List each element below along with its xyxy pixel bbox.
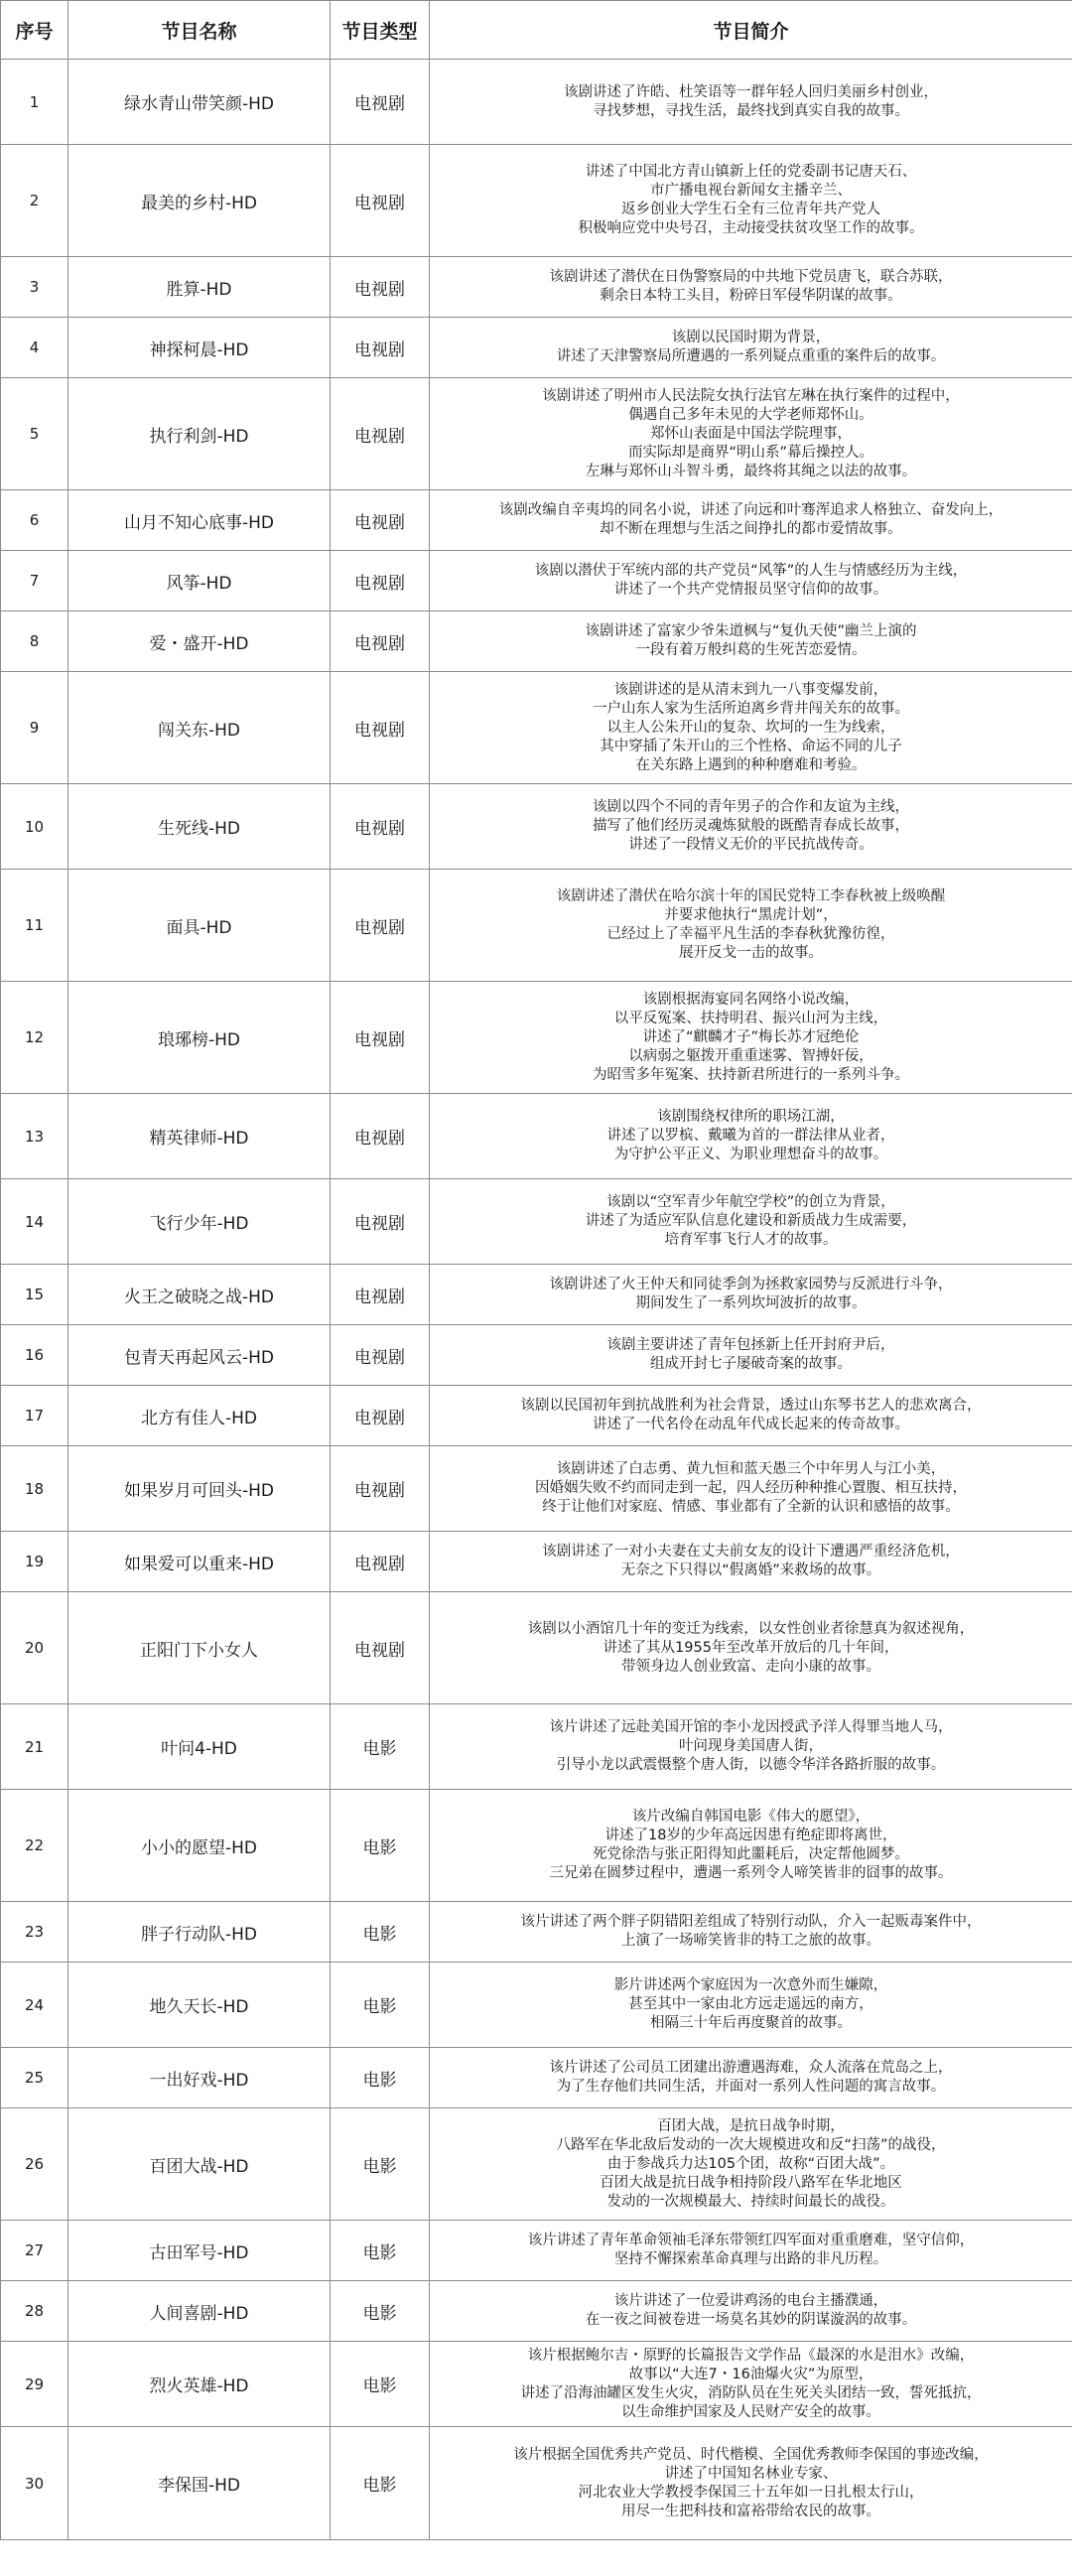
program-type: 电视剧	[331, 1532, 430, 1592]
table-row	[1, 672, 1072, 784]
program-name: 烈火英雄-HD	[68, 2342, 331, 2427]
table-row	[1, 2342, 1072, 2427]
program-name: 包青天再起风云-HD	[68, 1325, 331, 1386]
row-index: 27	[1, 2221, 68, 2281]
program-description: 该片根据鲍尔吉・原野的长篇报告文学作品《最深的水是泪水》改编， 故事以“大连7・16油爆火灾”为原型， 讲述了沿海油罐区发生火灾，消防队员在生死关头团结一致，誓死抵抗， 以生命维护国家及人民财产安全的故事。	[430, 2342, 1072, 2427]
table-row	[1, 2427, 1072, 2540]
table-row	[1, 378, 1072, 490]
table-row	[1, 318, 1072, 378]
program-description: 讲述了中国北方青山镇新上任的党委副书记唐天石、 市广播电视台新闻女主播辛兰、 返乡创业大学生石全有三位青年共产党人 积极响应党中央号召，主动接受扶贫攻坚工作的故事。	[430, 145, 1072, 257]
program-type: 电视剧	[331, 1386, 430, 1446]
program-type: 电影	[331, 1902, 430, 1963]
program-type: 电视剧	[331, 611, 430, 672]
table-row	[1, 1963, 1072, 2048]
row-index: 11	[1, 870, 68, 982]
program-name: 风筝-HD	[68, 551, 331, 611]
program-description: 该剧讲述的是从清末到九一八事变爆发前， 一户山东人家为生活所迫离乡背井闯关东的故事。 以主人公朱开山的复杂、坎坷的一生为线索， 其中穿插了朱开山的三个性格、命运不同的儿子 在关东路上遇到的种种磨难和考验。	[430, 672, 1072, 784]
row-index: 1	[1, 60, 68, 145]
table-row	[1, 1325, 1072, 1386]
program-description: 该剧根据海宴同名网络小说改编， 以平反冤案、扶持明君、振兴山河为主线， 讲述了“麒麟才子”梅长苏才冠绝伦 以病弱之躯拨开重重迷雾、智搏奸佞， 为昭雪多年冤案、扶持新君所进行的一系列斗争。	[430, 982, 1072, 1094]
program-description: 该剧围绕权律所的职场江湖， 讲述了以罗槟、戴曦为首的一群法律从业者， 为守护公平正义、为职业理想奋斗的故事。	[430, 1094, 1072, 1179]
program-type: 电视剧	[331, 1265, 430, 1325]
program-description: 该剧讲述了一对小夫妻在丈夫前女友的设计下遭遇严重经济危机， 无奈之下只得以“假离婚”来救场的故事。	[430, 1532, 1072, 1592]
program-type: 电视剧	[331, 784, 430, 870]
program-type: 电视剧	[331, 145, 430, 257]
row-index: 14	[1, 1179, 68, 1265]
program-description: 该剧以“空军青少年航空学校”的创立为背景， 讲述了为适应军队信息化建设和新质战力生成需要， 培育军事飞行人才的故事。	[430, 1179, 1072, 1265]
program-description: 该剧讲述了白志勇、黄九恒和蓝天愚三个中年男人与江小美， 因婚姻失败不约而同走到一起，四人经历种种推心置腹、相互扶持， 终于让他们对家庭、情感、事业都有了全新的认识和感悟的故事。	[430, 1446, 1072, 1532]
row-index: 22	[1, 1790, 68, 1902]
table-row	[1, 870, 1072, 982]
row-index: 21	[1, 1704, 68, 1790]
table-row	[1, 2281, 1072, 2342]
row-index: 10	[1, 784, 68, 870]
program-type: 电视剧	[331, 1325, 430, 1386]
row-index: 4	[1, 318, 68, 378]
program-description: 该片根据全国优秀共产党员、时代楷模、全国优秀教师李保国的事迹改编， 讲述了中国知名林业专家、 河北农业大学教授李保国三十五年如一日扎根太行山， 用尽一生把科技和富裕带给农民的故事。	[430, 2427, 1072, 2540]
header-row	[1, 1, 1072, 60]
program-description: 该片讲述了公司员工团建出游遭遇海难，众人流落在荒岛之上， 为了生存他们共同生活，并面对一系列人性问题的寓言故事。	[430, 2048, 1072, 2108]
row-index: 19	[1, 1532, 68, 1592]
program-type: 电影	[331, 2342, 430, 2427]
table-row	[1, 1790, 1072, 1902]
program-type: 电影	[331, 2108, 430, 2221]
program-name: 神探柯晨-HD	[68, 318, 331, 378]
program-type: 电视剧	[331, 672, 430, 784]
row-index: 23	[1, 1902, 68, 1963]
row-index: 26	[1, 2108, 68, 2221]
program-description: 该剧以民国时期为背景， 讲述了天津警察局所遭遇的一系列疑点重重的案件后的故事。	[430, 318, 1072, 378]
table-row	[1, 551, 1072, 611]
program-type: 电视剧	[331, 1179, 430, 1265]
program-name: 如果爱可以重来-HD	[68, 1532, 331, 1592]
program-type: 电视剧	[331, 870, 430, 982]
program-type: 电视剧	[331, 1592, 430, 1704]
row-index: 15	[1, 1265, 68, 1325]
row-index: 12	[1, 982, 68, 1094]
row-index: 20	[1, 1592, 68, 1704]
program-name: 正阳门下小女人	[68, 1592, 331, 1704]
row-index: 7	[1, 551, 68, 611]
program-name: 古田军号-HD	[68, 2221, 331, 2281]
program-type: 电视剧	[331, 1446, 430, 1532]
program-type: 电影	[331, 1790, 430, 1902]
table-row	[1, 1902, 1072, 1963]
table-row	[1, 611, 1072, 672]
program-name: 火王之破晓之战-HD	[68, 1265, 331, 1325]
row-index: 2	[1, 145, 68, 257]
row-index: 28	[1, 2281, 68, 2342]
program-description: 该片讲述了一位爱讲鸡汤的电台主播濮通， 在一夜之间被卷进一场莫名其妙的阴谋漩涡的故事。	[430, 2281, 1072, 2342]
row-index: 25	[1, 2048, 68, 2108]
program-description: 该剧讲述了明州市人民法院女执行法官左琳在执行案件的过程中， 偶遇自己多年未见的大学老师郑怀山。 郑怀山表面是中国法学院理事， 而实际却是商界“明山系”幕后操控人。 左琳与郑怀山斗智斗勇，最终将其绳之以法的故事。	[430, 378, 1072, 490]
program-name: 面具-HD	[68, 870, 331, 982]
program-description: 该剧讲述了潜伏在哈尔滨十年的国民党特工李春秋被上级唤醒 并要求他执行“黑虎计划”， 已经过上了幸福平凡生活的李春秋犹豫彷徨， 展开反戈一击的故事。	[430, 870, 1072, 982]
program-description: 该剧以四个不同的青年男子的合作和友谊为主线， 描写了他们经历灵魂炼狱般的既酷青春成长故事， 讲述了一段情义无价的平民抗战传奇。	[430, 784, 1072, 870]
program-description: 影片讲述两个家庭因为一次意外而生嫌隙， 甚至其中一家由北方远走遥远的南方， 相隔三十年后再度聚首的故事。	[430, 1963, 1072, 2048]
program-name: 叶问4-HD	[68, 1704, 331, 1790]
table-row	[1, 784, 1072, 870]
program-type: 电视剧	[331, 60, 430, 145]
program-type: 电影	[331, 2281, 430, 2342]
program-name: 北方有佳人-HD	[68, 1386, 331, 1446]
program-description: 该剧改编自辛夷坞的同名小说，讲述了向远和叶骞浑追求人格独立、奋发向上， 却不断在理想与生活之间挣扎的都市爱情故事。	[430, 490, 1072, 551]
program-name: 李保国-HD	[68, 2427, 331, 2540]
program-name: 琅琊榜-HD	[68, 982, 331, 1094]
table-row	[1, 1094, 1072, 1179]
table-row	[1, 2221, 1072, 2281]
program-type: 电影	[331, 1704, 430, 1790]
table-row	[1, 1446, 1072, 1532]
table-row	[1, 1532, 1072, 1592]
row-index: 17	[1, 1386, 68, 1446]
table-row	[1, 60, 1072, 145]
program-name: 飞行少年-HD	[68, 1179, 331, 1265]
table-row	[1, 490, 1072, 551]
program-name: 胖子行动队-HD	[68, 1902, 331, 1963]
table-row	[1, 1386, 1072, 1446]
program-description: 该片讲述了两个胖子阴错阳差组成了特别行动队，介入一起贩毒案件中， 上演了一场啼笑皆非的特工之旅的故事。	[430, 1902, 1072, 1963]
program-name: 最美的乡村-HD	[68, 145, 331, 257]
row-index: 8	[1, 611, 68, 672]
program-description: 该剧讲述了许皓、杜笑语等一群年轻人回归美丽乡村创业， 寻找梦想，寻找生活，最终找到真实自我的故事。	[430, 60, 1072, 145]
row-index: 24	[1, 1963, 68, 2048]
program-type: 电影	[331, 2221, 430, 2281]
program-name: 闯关东-HD	[68, 672, 331, 784]
table-row	[1, 1265, 1072, 1325]
header-index: 序号	[1, 1, 68, 60]
table-row	[1, 257, 1072, 318]
table-row	[1, 2048, 1072, 2108]
table-row	[1, 1179, 1072, 1265]
program-name: 生死线-HD	[68, 784, 331, 870]
program-name: 人间喜剧-HD	[68, 2281, 331, 2342]
program-description: 该剧以民国初年到抗战胜利为社会背景，透过山东琴书艺人的悲欢离合， 讲述了一代名伶在动乱年代成长起来的传奇故事。	[430, 1386, 1072, 1446]
row-index: 9	[1, 672, 68, 784]
program-name: 地久天长-HD	[68, 1963, 331, 2048]
program-description: 该片讲述了远赴美国开馆的李小龙因授武予洋人得罪当地人马， 叶问现身美国唐人街， 引导小龙以武震慑整个唐人街，以德令华洋各路折服的故事。	[430, 1704, 1072, 1790]
row-index: 13	[1, 1094, 68, 1179]
row-index: 18	[1, 1446, 68, 1532]
program-type: 电影	[331, 2427, 430, 2540]
header-name: 节目名称	[68, 1, 331, 60]
row-index: 29	[1, 2342, 68, 2427]
program-name: 精英律师-HD	[68, 1094, 331, 1179]
row-index: 6	[1, 490, 68, 551]
program-type: 电影	[331, 2048, 430, 2108]
row-index: 5	[1, 378, 68, 490]
program-description: 该剧主要讲述了青年包拯新上任开封府尹后， 组成开封七子屡破奇案的故事。	[430, 1325, 1072, 1386]
program-description: 该片讲述了青年革命领袖毛泽东带领红四军面对重重磨难，坚守信仰， 坚持不懈探索革命真理与出路的非凡历程。	[430, 2221, 1072, 2281]
program-type: 电视剧	[331, 257, 430, 318]
program-description: 该剧讲述了潜伏在日伪警察局的中共地下党员唐飞，联合苏联， 剩余日本特工头目，粉碎日军侵华阴谋的故事。	[430, 257, 1072, 318]
row-index: 16	[1, 1325, 68, 1386]
program-description: 该剧讲述了火王仲天和同徒季剑为拯救家园势与反派进行斗争， 期间发生了一系列坎坷波折的故事。	[430, 1265, 1072, 1325]
program-type: 电视剧	[331, 982, 430, 1094]
program-name: 山月不知心底事-HD	[68, 490, 331, 551]
program-description: 该剧讲述了富家少爷朱道枫与“复仇天使”幽兰上演的 一段有着万般纠葛的生死苦恋爱情。	[430, 611, 1072, 672]
program-name: 一出好戏-HD	[68, 2048, 331, 2108]
program-name: 胜算-HD	[68, 257, 331, 318]
program-type: 电视剧	[331, 490, 430, 551]
program-type: 电视剧	[331, 378, 430, 490]
table-row	[1, 982, 1072, 1094]
row-index: 3	[1, 257, 68, 318]
program-type: 电影	[331, 1963, 430, 2048]
row-index: 30	[1, 2427, 68, 2540]
table-row	[1, 1592, 1072, 1704]
program-name: 执行利剑-HD	[68, 378, 331, 490]
table-row	[1, 1704, 1072, 1790]
program-description: 该片改编自韩国电影《伟大的愿望》， 讲述了18岁的少年高远因患有绝症即将离世， 死党徐浩与张正阳得知此噩耗后，决定帮他圆梦。 三兄弟在圆梦过程中，遭遇一系列令人啼笑皆非的囧事的故事。	[430, 1790, 1072, 1902]
program-name: 如果岁月可回头-HD	[68, 1446, 331, 1532]
table-row	[1, 2108, 1072, 2221]
program-type: 电视剧	[331, 551, 430, 611]
table-row	[1, 145, 1072, 257]
program-description: 该剧以潜伏于军统内部的共产党员“风筝”的人生与情感经历为主线， 讲述了一个共产党情报员坚守信仰的故事。	[430, 551, 1072, 611]
program-name: 小小的愿望-HD	[68, 1790, 331, 1902]
program-type: 电视剧	[331, 318, 430, 378]
header-type: 节目类型	[331, 1, 430, 60]
program-name: 百团大战-HD	[68, 2108, 331, 2221]
program-name: 绿水青山带笑颜-HD	[68, 60, 331, 145]
program-description: 百团大战，是抗日战争时期， 八路军在华北敌后发动的一次大规模进攻和反“扫荡”的战役， 由于参战兵力达105个团，故称“百团大战”。 百团大战是抗日战争相持阶段八路军在华北地区 发动的一次规模最大、持续时间最长的战役。	[430, 2108, 1072, 2221]
program-name: 爱・盛开-HD	[68, 611, 331, 672]
program-type: 电视剧	[331, 1094, 430, 1179]
program-description: 该剧以小酒馆几十年的变迁为线索，以女性创业者徐慧真为叙述视角， 讲述了其从1955年至改革开放后的几十年间， 带领身边人创业致富、走向小康的故事。	[430, 1592, 1072, 1704]
header-desc: 节目简介	[430, 1, 1072, 60]
